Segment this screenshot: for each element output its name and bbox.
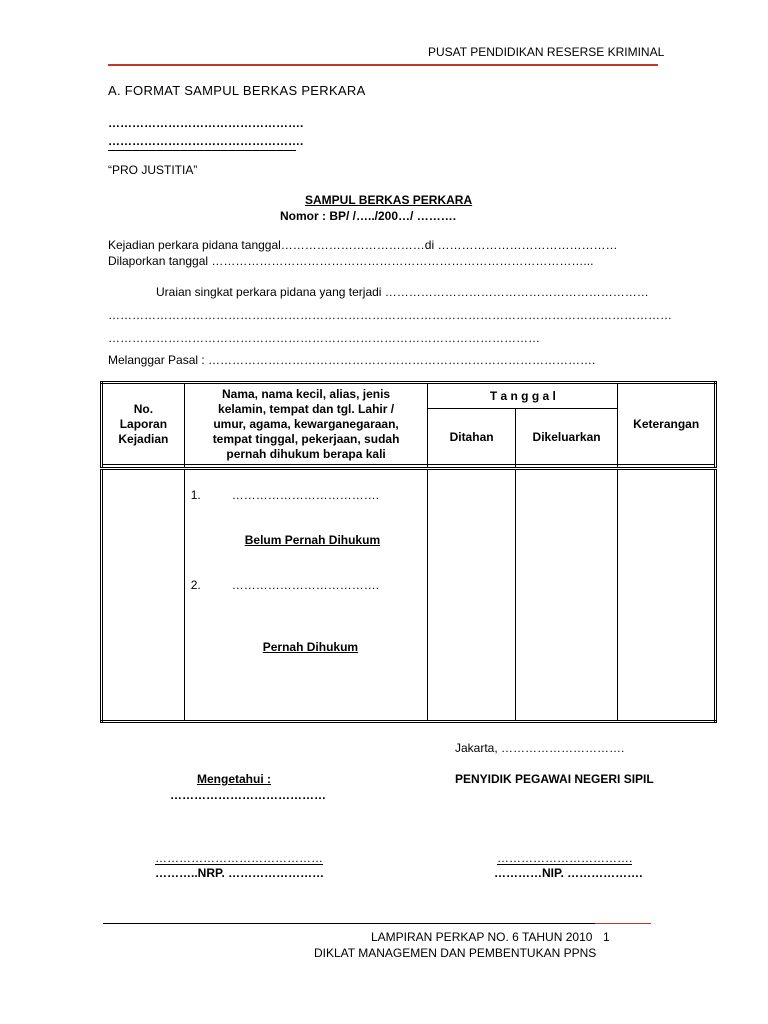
right-signature-rule xyxy=(497,864,632,865)
col-header-keterangan: Keterangan xyxy=(618,383,716,465)
left-signature-dots: …………………………………… xyxy=(155,851,323,865)
dots-full-1: …………………………………………………………………………………………………………………………… xyxy=(108,308,672,322)
col-header-ditahan: Ditahan xyxy=(428,409,515,465)
left-nrp: ………..NRP. …………………… xyxy=(155,866,325,880)
cell-nama xyxy=(184,469,428,722)
case-table xyxy=(100,381,717,723)
page-number: 1 xyxy=(603,930,610,944)
mengetahui-dots: ………………………………… xyxy=(170,788,326,802)
mengetahui-label: Mengetahui : xyxy=(197,772,271,786)
place-date: Jakarta, …………………………. xyxy=(455,741,625,755)
col-header-tanggal: T a n g g a l xyxy=(428,383,618,409)
header-institution: PUSAT PENDIDIKAN RESERSE KRIMINAL xyxy=(428,45,665,59)
col-header-no-laporan: No. Laporan Kejadian xyxy=(102,383,185,465)
cell-ditahan xyxy=(428,469,515,722)
dots-line-2: …………………………………………. xyxy=(108,134,304,148)
pro-justitia: “PRO JUSTITIA” xyxy=(108,163,198,177)
cell-no-laporan xyxy=(102,469,185,722)
footer-divider-accent xyxy=(595,923,651,924)
dots-line-1: …………………………………………. xyxy=(108,116,304,130)
right-signature-dots: ……………………………. xyxy=(497,851,633,865)
left-signature-rule xyxy=(155,864,323,865)
footer-divider xyxy=(103,923,595,924)
doc-number: Nomor : BP/ /…../200…/ ………. xyxy=(280,209,457,223)
item-1-dots: ………………………………. xyxy=(231,488,380,502)
section-title: A. FORMAT SAMPUL BERKAS PERKARA xyxy=(108,83,366,98)
item-2-dots: ………………………………. xyxy=(231,578,380,592)
dilaporkan-line: Dilaporkan tanggal …………………………………………………………………………………... xyxy=(108,254,594,268)
item-2-number: 2. xyxy=(190,578,201,592)
col-header-nama: Nama, nama kecil, alias, jenis kelamin, tempat dan tgl. Lahir / umur, agama, kewarganegaraan, tempat tinggal, pekerjaan, sudah pernah dihukum berapa kali xyxy=(184,383,428,465)
cell-keterangan xyxy=(618,469,716,722)
item-1-number: 1. xyxy=(190,488,201,502)
penyidik-label: PENYIDIK PEGAWAI NEGERI SIPIL xyxy=(455,772,654,786)
col-header-dikeluarkan: Dikeluarkan xyxy=(515,409,618,465)
header-divider xyxy=(108,64,658,66)
kejadian-line: Kejadian perkara pidana tanggal………………………………di ……………………………………… xyxy=(108,238,618,252)
pasal-line: Melanggar Pasal : ……………………………………………………………………………………. xyxy=(108,353,596,367)
item-1-label: Belum Pernah Dihukum xyxy=(244,533,381,547)
footer-line-2: DIKLAT MANAGEMEN DAN PEMBENTUKAN PPNS xyxy=(314,946,597,960)
footer-line-1: LAMPIRAN PERKAP NO. 6 TAHUN 2010 xyxy=(371,930,593,944)
underline-rule xyxy=(108,150,296,151)
item-2-label: Pernah Dihukum xyxy=(262,640,359,654)
uraian-line: Uraian singkat perkara pidana yang terjadi ………………………………………………………… xyxy=(156,285,649,299)
cell-dikeluarkan xyxy=(515,469,618,722)
dots-full-2: ……………………………………………………………………………………………… xyxy=(108,331,540,345)
right-nip: …………NIP. ………………. xyxy=(494,866,643,880)
doc-title: SAMPUL BERKAS PERKARA xyxy=(305,193,473,207)
